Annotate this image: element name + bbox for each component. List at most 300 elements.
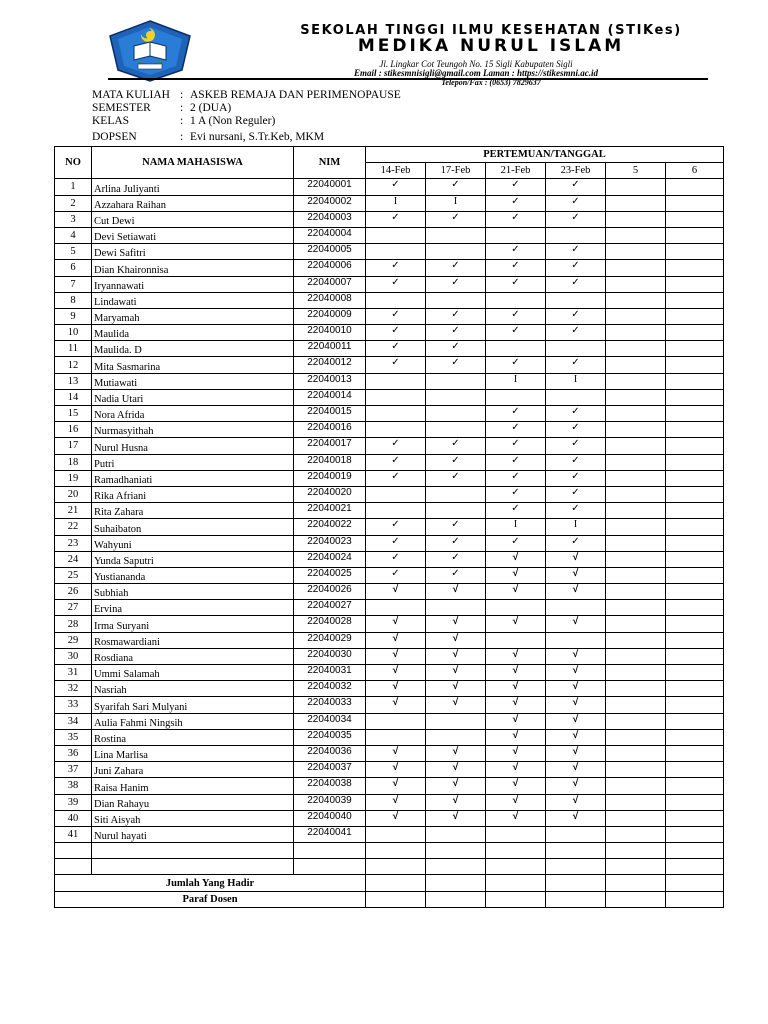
- attendance-mark: ✓: [426, 357, 486, 373]
- attendance-mark: [666, 778, 724, 794]
- student-name: Maryamah: [92, 308, 294, 324]
- attendance-mark: ✓: [366, 438, 426, 454]
- row-number: 10: [55, 325, 92, 341]
- student-name: Wahyuni: [92, 535, 294, 551]
- table-row: [55, 519, 724, 535]
- attendance-mark: ✓: [546, 357, 606, 373]
- attendance-mark: [366, 713, 426, 729]
- student-nim: 22040003: [294, 211, 366, 227]
- attendance-mark: √: [486, 778, 546, 794]
- attendance-mark: ✓: [486, 422, 546, 438]
- attendance-mark: [366, 244, 426, 260]
- student-nim: 22040026: [294, 584, 366, 600]
- student-nim: 22040016: [294, 422, 366, 438]
- attendance-mark: ✓: [366, 325, 426, 341]
- header-no: NO: [55, 147, 92, 179]
- student-nim: 22040037: [294, 762, 366, 778]
- attendance-mark: √: [366, 762, 426, 778]
- table-row: [55, 373, 724, 389]
- attendance-mark: I: [486, 373, 546, 389]
- attendance-mark: √: [546, 762, 606, 778]
- table-row: [55, 810, 724, 826]
- attendance-mark: [666, 567, 724, 583]
- attendance-mark: [666, 681, 724, 697]
- attendance-mark: [666, 179, 724, 195]
- attendance-mark: ✓: [546, 325, 606, 341]
- row-number: 38: [55, 778, 92, 794]
- attendance-mark: √: [486, 745, 546, 761]
- attendance-mark: [606, 357, 666, 373]
- attendance-mark: ✓: [546, 276, 606, 292]
- row-number: 30: [55, 648, 92, 664]
- attendance-mark: √: [366, 810, 426, 826]
- attendance-mark: [486, 389, 546, 405]
- attendance-mark: √: [426, 632, 486, 648]
- table-row: [55, 325, 724, 341]
- attendance-mark: [606, 389, 666, 405]
- attendance-mark: [606, 584, 666, 600]
- student-name: Rika Afriani: [92, 486, 294, 502]
- header-nim: NIM: [294, 147, 366, 179]
- row-number: 6: [55, 260, 92, 276]
- table-row: [55, 729, 724, 745]
- attendance-mark: [606, 665, 666, 681]
- attendance-mark: ✓: [546, 179, 606, 195]
- attendance-mark: ✓: [426, 260, 486, 276]
- attendance-mark: [426, 227, 486, 243]
- row-number: 39: [55, 794, 92, 810]
- attendance-mark: ✓: [426, 276, 486, 292]
- attendance-mark: [426, 503, 486, 519]
- attendance-mark: [666, 697, 724, 713]
- signature-label: Paraf Dosen: [55, 891, 366, 907]
- attendance-mark: [606, 227, 666, 243]
- attendance-mark: √: [366, 616, 426, 632]
- attendance-mark: √: [546, 551, 606, 567]
- table-row: [55, 308, 724, 324]
- table-row: [55, 406, 724, 422]
- attendance-mark: [606, 211, 666, 227]
- attendance-mark: √: [546, 713, 606, 729]
- attendance-mark: ✓: [486, 260, 546, 276]
- attendance-body: [55, 179, 724, 843]
- student-name: Putri: [92, 454, 294, 470]
- school-name-line1: SEKOLAH TINGGI ILMU KESEHATAN (STIKes): [300, 23, 682, 38]
- student-name: Dian Rahayu: [92, 794, 294, 810]
- signature-row: [55, 891, 724, 907]
- row-number: 23: [55, 535, 92, 551]
- student-nim: 22040010: [294, 325, 366, 341]
- attendance-mark: ✓: [426, 567, 486, 583]
- attendance-mark: [666, 357, 724, 373]
- attendance-mark: [426, 729, 486, 745]
- attendance-mark: [666, 713, 724, 729]
- attendance-mark: √: [546, 648, 606, 664]
- attendance-mark: [486, 600, 546, 616]
- attendance-mark: ✓: [546, 438, 606, 454]
- student-nim: 22040028: [294, 616, 366, 632]
- attendance-mark: ✓: [426, 535, 486, 551]
- student-name: Nurul hayati: [92, 826, 294, 842]
- student-nim: 22040029: [294, 632, 366, 648]
- class-value: 1 A (Non Reguler): [190, 115, 276, 127]
- attendance-mark: [546, 389, 606, 405]
- attendance-mark: √: [546, 616, 606, 632]
- student-nim: 22040040: [294, 810, 366, 826]
- student-nim: 22040038: [294, 778, 366, 794]
- attendance-mark: [546, 227, 606, 243]
- row-number: 18: [55, 454, 92, 470]
- attendance-mark: [666, 325, 724, 341]
- attendance-mark: √: [546, 584, 606, 600]
- attendance-mark: [606, 778, 666, 794]
- row-number: 31: [55, 665, 92, 681]
- attendance-mark: ✓: [546, 211, 606, 227]
- student-nim: 22040021: [294, 503, 366, 519]
- student-name: Yunda Saputri: [92, 551, 294, 567]
- attendance-mark: √: [426, 648, 486, 664]
- student-name: Nurmasyithah: [92, 422, 294, 438]
- student-name: Devi Setiawati: [92, 227, 294, 243]
- header-date: 14-Feb: [366, 163, 426, 179]
- attendance-mark: [366, 503, 426, 519]
- semester-value: 2 (DUA): [190, 102, 232, 114]
- attendance-mark: [366, 486, 426, 502]
- student-nim: 22040002: [294, 195, 366, 211]
- student-nim: 22040020: [294, 486, 366, 502]
- attendance-mark: ✓: [486, 454, 546, 470]
- attendance-mark: [606, 648, 666, 664]
- attendance-mark: [606, 810, 666, 826]
- attendance-mark: √: [366, 681, 426, 697]
- attendance-mark: [666, 211, 724, 227]
- student-nim: 22040015: [294, 406, 366, 422]
- table-row: [55, 195, 724, 211]
- student-name: Juni Zahara: [92, 762, 294, 778]
- attendance-mark: ✓: [426, 454, 486, 470]
- row-number: 8: [55, 292, 92, 308]
- attendance-mark: [606, 697, 666, 713]
- attendance-mark: √: [426, 778, 486, 794]
- attendance-mark: √: [486, 697, 546, 713]
- student-name: Mutiawati: [92, 373, 294, 389]
- attendance-mark: [666, 244, 724, 260]
- attendance-mark: [666, 341, 724, 357]
- attendance-mark: [606, 373, 666, 389]
- attendance-mark: √: [426, 745, 486, 761]
- attendance-mark: ✓: [366, 308, 426, 324]
- course-row: MATA KULIAH : ASKEB REMAJA DAN PERIMENOPAUSE: [92, 89, 401, 101]
- attendance-mark: [666, 292, 724, 308]
- student-name: Lindawati: [92, 292, 294, 308]
- attendance-mark: [666, 308, 724, 324]
- student-name: Ramadhaniati: [92, 470, 294, 486]
- table-row: [55, 697, 724, 713]
- attendance-mark: [606, 276, 666, 292]
- row-number: 25: [55, 567, 92, 583]
- table-row: [55, 470, 724, 486]
- attendance-mark: √: [486, 762, 546, 778]
- empty-row: [55, 843, 724, 859]
- attendance-mark: [606, 308, 666, 324]
- attendance-mark: [666, 665, 724, 681]
- attendance-mark: [426, 422, 486, 438]
- header-date: 5: [606, 163, 666, 179]
- attendance-mark: ✓: [366, 276, 426, 292]
- table-row: [55, 227, 724, 243]
- attendance-mark: [366, 422, 426, 438]
- school-phone: Telepon/Fax : (0653) 7829637: [441, 78, 541, 87]
- student-nim: 22040024: [294, 551, 366, 567]
- row-number: 40: [55, 810, 92, 826]
- table-row: [55, 244, 724, 260]
- attendance-mark: [606, 179, 666, 195]
- attendance-mark: √: [366, 778, 426, 794]
- attendance-mark: ✓: [546, 470, 606, 486]
- attendance-mark: ✓: [366, 470, 426, 486]
- attendance-mark: [606, 745, 666, 761]
- table-row: [55, 276, 724, 292]
- attendance-mark: ✓: [486, 244, 546, 260]
- row-number: 27: [55, 600, 92, 616]
- table-row: [55, 211, 724, 227]
- attendance-mark: [666, 616, 724, 632]
- row-number: 16: [55, 422, 92, 438]
- attendance-mark: [666, 810, 724, 826]
- table-row: [55, 454, 724, 470]
- student-nim: 22040035: [294, 729, 366, 745]
- table-row: [55, 600, 724, 616]
- attendance-mark: ✓: [546, 195, 606, 211]
- table-row: [55, 503, 724, 519]
- student-name: Nora Afrida: [92, 406, 294, 422]
- attendance-mark: ✓: [486, 276, 546, 292]
- attendance-mark: [606, 438, 666, 454]
- attendance-mark: ✓: [366, 551, 426, 567]
- attendance-mark: I: [366, 195, 426, 211]
- attendance-mark: √: [486, 729, 546, 745]
- course-label: MATA KULIAH: [92, 89, 170, 101]
- attendance-mark: √: [426, 616, 486, 632]
- table-row: [55, 438, 724, 454]
- attendance-mark: [666, 438, 724, 454]
- attendance-mark: √: [546, 665, 606, 681]
- student-nim: 22040036: [294, 745, 366, 761]
- attendance-mark: √: [486, 584, 546, 600]
- attendance-mark: ✓: [546, 535, 606, 551]
- student-name: Arlina Juliyanti: [92, 179, 294, 195]
- attendance-mark: √: [486, 616, 546, 632]
- table-row: [55, 632, 724, 648]
- attendance-mark: [666, 826, 724, 842]
- semester-label: SEMESTER: [92, 102, 151, 114]
- row-number: 1: [55, 179, 92, 195]
- attendance-mark: I: [546, 373, 606, 389]
- header-meetings: PERTEMUAN/TANGGAL: [366, 147, 724, 163]
- student-name: Mita Sasmarina: [92, 357, 294, 373]
- header-date: 6: [666, 163, 724, 179]
- attendance-mark: [366, 389, 426, 405]
- attendance-mark: [546, 600, 606, 616]
- student-name: Iryannawati: [92, 276, 294, 292]
- attendance-mark: ✓: [426, 211, 486, 227]
- student-name: Maulida. D: [92, 341, 294, 357]
- attendance-mark: [366, 406, 426, 422]
- attendance-mark: [366, 729, 426, 745]
- course-value: ASKEB REMAJA DAN PERIMENOPAUSE: [190, 89, 401, 101]
- table-row: [55, 179, 724, 195]
- attendance-table: [54, 146, 724, 908]
- attendance-mark: ✓: [486, 535, 546, 551]
- student-nim: 22040008: [294, 292, 366, 308]
- header-date: 23-Feb: [546, 163, 606, 179]
- attendance-mark: [486, 632, 546, 648]
- table-row: [55, 584, 724, 600]
- attendance-mark: [666, 584, 724, 600]
- institution-logo: [108, 20, 192, 82]
- attendance-mark: [666, 551, 724, 567]
- attendance-mark: √: [366, 745, 426, 761]
- row-number: 13: [55, 373, 92, 389]
- lecturer-value: Evi nursani, S.Tr.Keb, MKM: [190, 131, 325, 143]
- school-contact: Email : stikesmnisigli@gmail.com Laman : https://stikesmni.ac.id: [353, 68, 598, 78]
- attendance-mark: √: [546, 794, 606, 810]
- attendance-mark: ✓: [426, 325, 486, 341]
- attendance-mark: √: [426, 794, 486, 810]
- table-row: [55, 794, 724, 810]
- attendance-mark: √: [426, 810, 486, 826]
- row-number: 36: [55, 745, 92, 761]
- attendance-mark: √: [366, 584, 426, 600]
- student-nim: 22040034: [294, 713, 366, 729]
- letterhead: [108, 20, 708, 87]
- student-name: Nurul Husna: [92, 438, 294, 454]
- attendance-mark: √: [486, 681, 546, 697]
- attendance-mark: I: [546, 519, 606, 535]
- table-row: [55, 389, 724, 405]
- attendance-mark: I: [486, 519, 546, 535]
- student-nim: 22040025: [294, 567, 366, 583]
- row-number: 32: [55, 681, 92, 697]
- row-number: 19: [55, 470, 92, 486]
- attendance-mark: ✓: [366, 519, 426, 535]
- student-nim: 22040018: [294, 454, 366, 470]
- attendance-mark: ✓: [366, 357, 426, 373]
- student-nim: 22040001: [294, 179, 366, 195]
- table-row: [55, 422, 724, 438]
- row-number: 33: [55, 697, 92, 713]
- attendance-mark: ✓: [366, 211, 426, 227]
- student-name: Azzahara Raihan: [92, 195, 294, 211]
- table-row: [55, 762, 724, 778]
- attendance-mark: [606, 260, 666, 276]
- attendance-mark: [666, 648, 724, 664]
- attendance-mark: [666, 406, 724, 422]
- student-name: Nadia Utari: [92, 389, 294, 405]
- attendance-mark: [666, 373, 724, 389]
- student-name: Aulia Fahmi Ningsih: [92, 713, 294, 729]
- attendance-mark: √: [426, 681, 486, 697]
- attendance-mark: √: [546, 567, 606, 583]
- attendance-mark: √: [546, 778, 606, 794]
- table-row: [55, 567, 724, 583]
- attendance-mark: [366, 373, 426, 389]
- table-row: [55, 713, 724, 729]
- table-row: [55, 745, 724, 761]
- attendance-mark: ✓: [486, 325, 546, 341]
- attendance-mark: [666, 470, 724, 486]
- school-address: Jl. Lingkar Cot Teungoh No. 15 Sigli Kabupaten Sigli: [379, 59, 573, 69]
- student-nim: 22040033: [294, 697, 366, 713]
- attendance-mark: √: [426, 697, 486, 713]
- attendance-mark: [666, 389, 724, 405]
- semester-row: SEMESTER : 2 (DUA): [92, 102, 232, 114]
- attendance-mark: √: [486, 567, 546, 583]
- attendance-mark: ✓: [546, 244, 606, 260]
- table-row: [55, 341, 724, 357]
- student-name: Siti Aisyah: [92, 810, 294, 826]
- attendance-mark: [426, 406, 486, 422]
- attendance-mark: ✓: [426, 470, 486, 486]
- attendance-mark: [666, 519, 724, 535]
- attendance-mark: [666, 729, 724, 745]
- attendance-mark: [666, 422, 724, 438]
- table-row: [55, 681, 724, 697]
- row-number: 17: [55, 438, 92, 454]
- student-name: Raisa Hanim: [92, 778, 294, 794]
- attendance-mark: [666, 195, 724, 211]
- attendance-mark: ✓: [486, 438, 546, 454]
- attendance-mark: √: [546, 697, 606, 713]
- header-divider: [108, 78, 708, 80]
- attendance-mark: [426, 389, 486, 405]
- total-label: Jumlah Yang Hadir: [55, 875, 366, 891]
- student-name: Irma Suryani: [92, 616, 294, 632]
- student-nim: 22040006: [294, 260, 366, 276]
- student-nim: 22040013: [294, 373, 366, 389]
- row-number: 3: [55, 211, 92, 227]
- attendance-mark: I: [426, 195, 486, 211]
- row-number: 29: [55, 632, 92, 648]
- student-nim: 22040004: [294, 227, 366, 243]
- student-name: Suhaibaton: [92, 519, 294, 535]
- attendance-mark: √: [486, 810, 546, 826]
- attendance-mark: ✓: [546, 406, 606, 422]
- table-row: [55, 665, 724, 681]
- student-name: Yustiananda: [92, 567, 294, 583]
- student-name: Rosmawardiani: [92, 632, 294, 648]
- row-number: 34: [55, 713, 92, 729]
- attendance-mark: ✓: [486, 308, 546, 324]
- attendance-mark: [606, 632, 666, 648]
- attendance-mark: √: [426, 762, 486, 778]
- attendance-mark: ✓: [486, 211, 546, 227]
- attendance-mark: ✓: [366, 454, 426, 470]
- attendance-mark: [606, 503, 666, 519]
- student-nim: 22040019: [294, 470, 366, 486]
- attendance-mark: [546, 341, 606, 357]
- attendance-mark: √: [486, 794, 546, 810]
- attendance-mark: ✓: [546, 422, 606, 438]
- row-number: 26: [55, 584, 92, 600]
- attendance-mark: [666, 632, 724, 648]
- attendance-mark: [606, 292, 666, 308]
- attendance-mark: [606, 826, 666, 842]
- row-number: 9: [55, 308, 92, 324]
- attendance-mark: [606, 486, 666, 502]
- row-number: 4: [55, 227, 92, 243]
- attendance-mark: [486, 826, 546, 842]
